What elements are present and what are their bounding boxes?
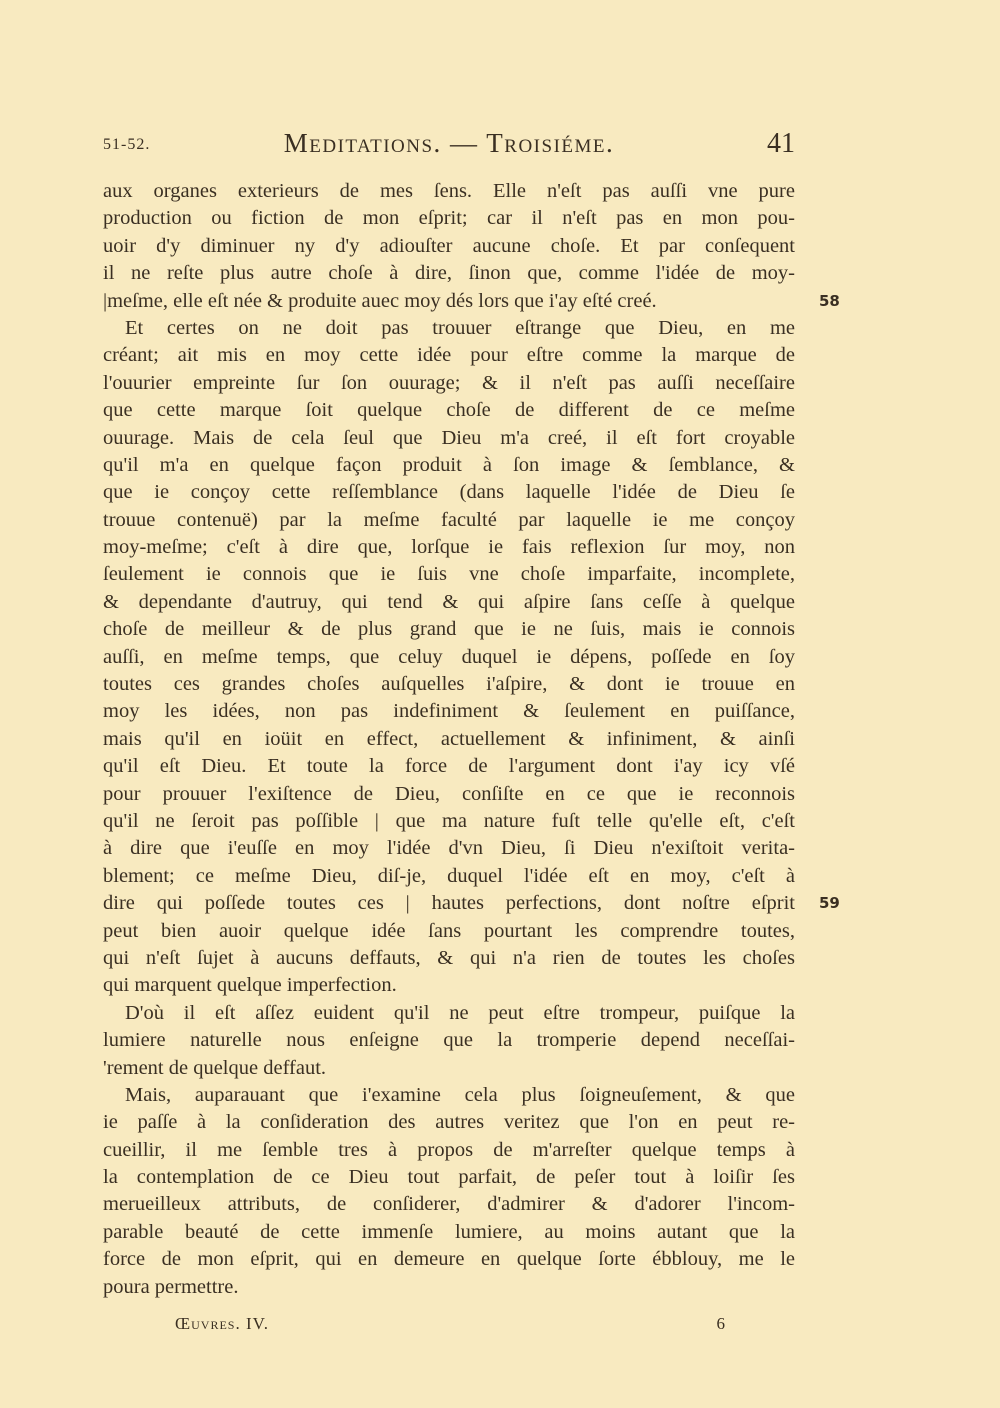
text-line-content: moy-meſme; c'eſt à dire que, lorſque ie fais reflexion ſur moy, non xyxy=(103,536,795,559)
text-line-content: qui n'eſt ſujet à aucuns deffauts, & qui n'a rien de toutes les choſes xyxy=(103,946,795,969)
body-text xyxy=(103,178,840,1301)
text-line-content: mais qu'il en ioüit en effect, actuellement & infiniment, & ainſi xyxy=(103,727,795,750)
footer-volume: Œuvres. IV. xyxy=(175,1314,269,1333)
text-line-content: trouue contenuë) par la meſme faculté par laquelle ie me conçoy xyxy=(103,508,795,531)
text-line-content: lumiere naturelle nous enſeigne que la tromperie depend neceſſai- xyxy=(103,1029,795,1052)
text-line-content: pour prouuer l'exiſtence de Dieu, conſiſte en ce que ie reconnois xyxy=(103,782,795,805)
text-line xyxy=(103,479,795,506)
text-line xyxy=(103,1246,795,1273)
running-header xyxy=(103,128,795,164)
text-line-content: auſſi, en meſme temps, que celuy duquel ie dépens, poſſede en ſoy xyxy=(103,645,795,668)
text-line-content: Mais, auparauant que i'examine cela plus ſoigneuſement, & que xyxy=(125,1083,795,1106)
text-line-content: blement; ce meſme Dieu, diſ-je, duquel l'idée eſt en moy, c'eſt à xyxy=(103,864,795,887)
text-line xyxy=(103,1055,795,1082)
text-line xyxy=(103,1164,795,1191)
text-line xyxy=(103,342,795,369)
text-line-content: merueilleux attributs, de conſiderer, d'admirer & d'adorer l'incom- xyxy=(103,1193,795,1216)
text-line xyxy=(103,918,795,945)
text-line xyxy=(103,1109,795,1136)
text-line-content: toutes ces grandes choſes auſquelles i'aſpire, & dont ie trouue en xyxy=(103,673,795,696)
text-line xyxy=(103,205,795,232)
text-line xyxy=(103,644,795,671)
text-line-content: que cette marque ſoit quelque choſe de different de ce meſme xyxy=(103,399,795,422)
text-line xyxy=(103,1274,795,1301)
header-page-number: 41 xyxy=(767,128,795,159)
text-line xyxy=(103,671,795,698)
header-page-ref: 51-52. xyxy=(103,136,151,153)
text-line xyxy=(103,1219,795,1246)
text-line-content: ſeulement ie connois que ie ſuis vne choſe imparfaite, incomplete, xyxy=(103,563,795,586)
text-line-content: |meſme, elle eſt née & produite auec moy dés lors que i'ay eſté creé. xyxy=(103,289,657,312)
text-line-content: à dire que i'euſſe en moy l'idée d'vn Dieu, ſi Dieu n'exiſtoit verita- xyxy=(103,837,795,860)
text-line xyxy=(103,726,795,753)
margin-page-number: 58 xyxy=(819,291,840,310)
text-line xyxy=(103,1137,795,1164)
text-line xyxy=(103,698,795,725)
text-line xyxy=(103,945,795,972)
text-line-content: créant; ait mis en moy cette idée pour eſtre comme la marque de xyxy=(103,344,795,367)
text-line-content: & dependante d'autruy, qui tend & qui aſpire ſans ceſſe à quelque xyxy=(103,590,795,613)
text-line xyxy=(103,616,795,643)
text-line xyxy=(103,1082,795,1109)
text-line xyxy=(103,534,795,561)
text-line xyxy=(103,890,840,917)
text-line xyxy=(103,835,795,862)
text-line xyxy=(103,808,795,835)
text-line-content: l'ouurier empreinte ſur ſon ouurage; & il n'eſt pas auſſi neceſſaire xyxy=(103,371,795,394)
text-line xyxy=(103,507,795,534)
text-line-content: peut bien auoir quelque idée ſans pourtant les comprendre toutes, xyxy=(103,919,795,942)
text-line xyxy=(103,863,795,890)
text-line xyxy=(103,561,795,588)
text-line-content: force de mon eſprit, qui en demeure en quelque ſorte ébblouy, me le xyxy=(103,1248,795,1271)
text-line xyxy=(103,425,795,452)
text-line-content: Et certes on ne doit pas trouuer eſtrange que Dieu, en me xyxy=(125,316,795,339)
text-line-content: ouurage. Mais de cela ſeul que Dieu m'a creé, il eſt fort croyable xyxy=(103,426,795,449)
text-line xyxy=(103,370,795,397)
text-line-content: qu'il ne ſeroit pas poſſible | que ma nature fuſt telle qu'elle eſt, c'eſt xyxy=(103,809,795,832)
text-line-content: qu'il m'a en quelque façon produit à ſon image & ſemblance, & xyxy=(103,453,795,476)
text-line-content: production ou fiction de mon eſprit; car il n'eſt pas en mon pou- xyxy=(103,207,795,230)
text-line xyxy=(103,1191,795,1218)
footer-signature: 6 xyxy=(716,1314,725,1333)
text-line-content: parable beauté de cette immenſe lumiere, au moins autant que la xyxy=(103,1220,795,1243)
text-line xyxy=(103,1027,795,1054)
margin-page-number: 59 xyxy=(819,894,840,913)
text-line-content: uoir d'y diminuer ny d'y adiouſter aucune choſe. Et par conſequent xyxy=(103,234,795,257)
text-line xyxy=(103,753,795,780)
text-line-content: que ie conçoy cette reſſemblance (dans laquelle l'idée de Dieu ſe xyxy=(103,481,795,504)
text-line-content: ie paſſe à la conſideration des autres veritez que l'on en peut re- xyxy=(103,1111,795,1134)
text-line xyxy=(103,589,795,616)
text-line-content: cueillir, il me ſemble tres à propos de m'arreſter quelque temps à xyxy=(103,1138,795,1161)
text-line-content: il ne reſte plus autre choſe à dire, ſinon que, comme l'idée de moy- xyxy=(103,262,795,285)
text-line-content: moy les idées, non pas indefiniment & ſeulement en puiſſance, xyxy=(103,700,795,723)
text-line xyxy=(103,178,795,205)
text-line xyxy=(103,315,795,342)
header-title: Meditations. — Troisiéme. xyxy=(283,128,615,158)
text-line xyxy=(103,288,840,315)
text-line-content: aux organes exterieurs de mes ſens. Elle n'eſt pas auſſi vne pure xyxy=(103,180,795,202)
text-line-content: la contemplation de ce Dieu tout parfait, de peſer tout à loiſir ſes xyxy=(103,1166,795,1189)
text-line-content: poura permettre. xyxy=(103,1275,239,1298)
text-line xyxy=(103,1000,795,1027)
text-line-content: dire qui poſſede toutes ces | hautes perfections, dont noſtre eſprit xyxy=(103,892,795,915)
text-line xyxy=(103,781,795,808)
text-line xyxy=(103,452,795,479)
text-line xyxy=(103,972,795,999)
text-line xyxy=(103,233,795,260)
text-line-content: qui marquent quelque imperfection. xyxy=(103,974,397,997)
text-line-content: D'où il eſt aſſez euident qu'il ne peut eſtre trompeur, puiſque la xyxy=(125,1001,795,1024)
text-line xyxy=(103,260,795,287)
text-line xyxy=(103,397,795,424)
text-line-content: choſe de meilleur & de plus grand que ie ne ſuis, mais ie connois xyxy=(103,618,795,641)
page-footer xyxy=(175,1314,735,1342)
text-line-content: 'rement de quelque deffaut. xyxy=(103,1056,327,1079)
text-line-content: qu'il eſt Dieu. Et toute la force de l'argument dont i'ay icy vſé xyxy=(103,755,795,778)
